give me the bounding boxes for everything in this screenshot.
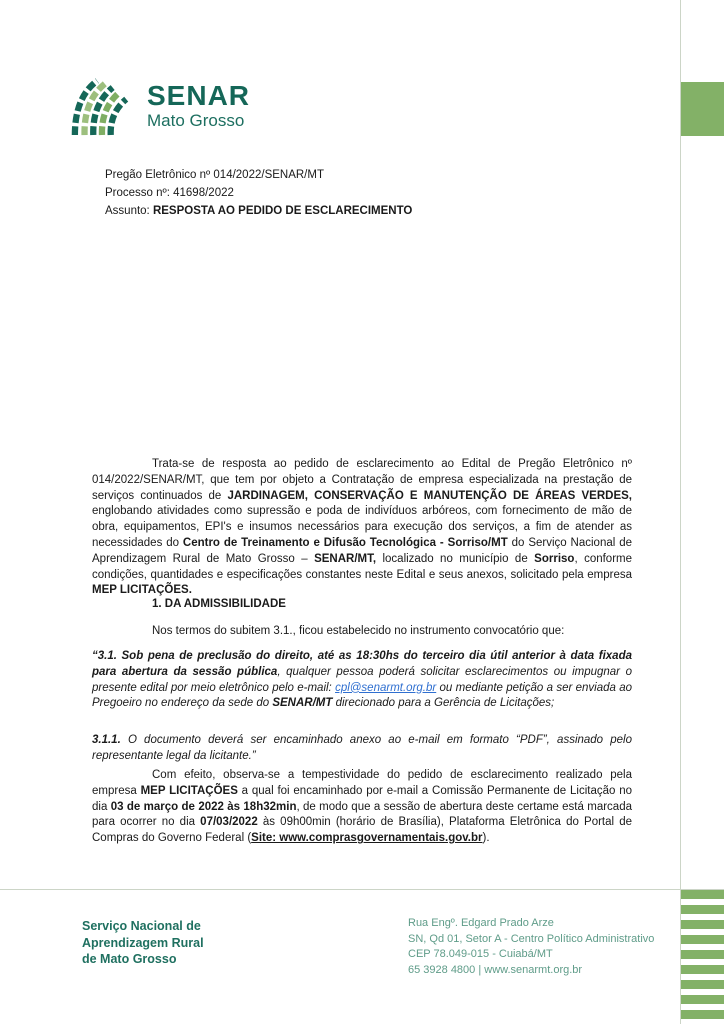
text-segment: ou mediante petição a ser enviada ao Pregoeiro no endereço da sede do (92, 681, 632, 710)
text-segment: Trata-se de resposta ao pedido de esclarecimento ao Edital de Pregão Eletrônico nº 014/2022/SENAR/MT, que tem por objeto a Contratação de empresa especializada na prestação de serviços continuados de (92, 458, 632, 502)
section-heading-admissibilidade: 1. DA ADMISSIBILIDADE (152, 598, 286, 610)
footer-address-street: Rua Engº. Edgard Prado Arze (408, 917, 554, 929)
text-segment: 07/03/2022 (200, 816, 258, 829)
header-case-number-line: Processo nº: 41698/2022 (105, 187, 234, 199)
text-segment: englobando atividades como supressão e poda de indivíduos arbóreos, com fornecimento de mão de obra, equipamentos, EPI's e insumos necessários para execução dos serviços, a fim de atender as necessidades do (92, 505, 632, 549)
footer-org-line: de Mato Grosso (82, 952, 177, 966)
text-segment: 03 de março de 2022 às 18h32min (110, 800, 297, 813)
text-segment: direcionado para a Gerência de Licitações; (332, 697, 555, 710)
body-paragraph-intro (92, 457, 632, 599)
senar-logo (66, 74, 250, 136)
footer-org-line: Aprendizagem Rural (82, 935, 204, 950)
text-segment: SENAR/MT, (314, 552, 377, 565)
text-segment: JARDINAGEM, CONSERVAÇÃO E MANUTENÇÃO DE ÁREAS VERDES, (227, 489, 632, 502)
email-link[interactable]: cpl@senarmt.org.br (335, 681, 437, 694)
quote-clause-3-1 (92, 649, 632, 712)
right-margin-rule (680, 0, 681, 1024)
footer-organization-name (82, 918, 204, 968)
text-segment: Site: www.comprasgovernamentais.gov.br (251, 832, 483, 845)
document-header (105, 166, 412, 220)
logo-brand-name: SENAR (147, 79, 251, 111)
logo-region-name: Mato Grosso (147, 110, 245, 130)
footer-divider (0, 889, 724, 890)
text-segment: Com efeito, observa-se a tempestividade do pedido de esclarecimento realizado pela empresa (92, 769, 632, 797)
logo-text (147, 79, 251, 130)
header-process-number-line: Pregão Eletrônico nº 014/2022/SENAR/MT (105, 169, 324, 181)
text-segment: do Serviço Nacional de Aprendizagem Rural de Mato Grosso – (92, 536, 632, 565)
header-subject-line (105, 202, 412, 220)
text-segment: 3.1.1. (92, 734, 121, 746)
text-segment: localizado no município de (376, 552, 535, 565)
text-segment: O documento deverá ser encaminhado anexo ao e-mail em formato “PDF”, assinado pelo representante legal da licitante.” (92, 734, 632, 762)
text-segment: ). (482, 832, 490, 845)
green-accent-block (681, 82, 724, 136)
footer-address-cep: CEP 78.049-015 - Cuiabá/MT (408, 948, 553, 960)
text-segment: Sorriso (534, 552, 575, 565)
body-paragraph-tempestividade (92, 768, 632, 847)
text-segment: RESPOSTA AO PEDIDO DE ESCLARECIMENTO (152, 205, 413, 217)
text-segment: , conforme condições, quantidades e especificações constantes neste Edital e seus anexos, solicitado pela empresa (92, 552, 633, 581)
text-segment: MEP LICITAÇÕES. (92, 584, 192, 597)
leaf-arcs-icon (66, 74, 138, 136)
text-segment: a qual foi encaminhado por e-mail a Comissão Permanente de Licitação no dia (92, 784, 633, 813)
footer-address (408, 916, 654, 978)
body-paragraph-nos-termos: Nos termos do subitem 3.1., ficou estabelecido no instrumento convocatório que: (152, 625, 565, 637)
text-segment: MEP LICITAÇÕES (140, 784, 238, 797)
footer-phone-website: 65 3928 4800 | www.senarmt.org.br (408, 963, 583, 976)
text-segment: , qualquer pessoa poderá solicitar esclarecimentos ou impugnar o presente edital por meio eletrônico pelo e-mail: (92, 665, 632, 694)
text-segment: , de modo que a sessão de abertura deste certame está marcada para ocorrer no dia (92, 800, 632, 829)
text-segment: Centro de Treinamento e Difusão Tecnológica - Sorriso/MT (182, 536, 508, 549)
text-segment: Assunto: (105, 205, 153, 217)
footer-org-line: Serviço Nacional de (82, 919, 201, 933)
text-segment: SENAR/MT (272, 697, 333, 710)
green-stripes-decoration (681, 890, 724, 1024)
text-segment: “3.1. Sob pena de preclusão do direito, até as 18:30hs do terceiro dia útil anterior à data fixada para abertura da sessão pública (92, 650, 632, 678)
text-segment: às 09h00min (horário de Brasília), Plataforma Eletrônica do Portal de Compras do Governo Federal ( (92, 816, 632, 845)
quote-clause-3-1-1 (92, 733, 632, 765)
footer-address-district: SN, Qd 01, Setor A - Centro Político Administrativo (408, 932, 655, 945)
